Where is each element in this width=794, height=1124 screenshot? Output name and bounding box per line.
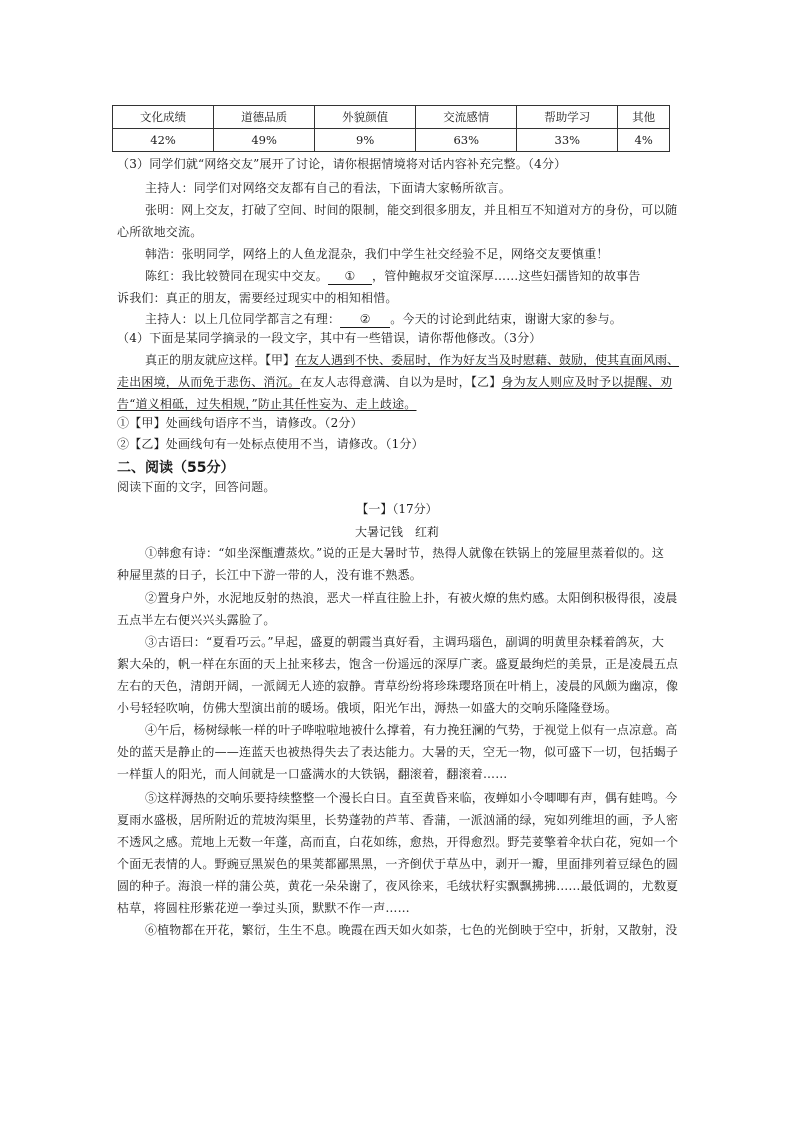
article-line: 夏雨水盛极，居所附近的荒坡沟渠里，长势蓬勃的芦苇、香蒲，一派汹涌的绿，宛如列维坦的画，予人密 [117, 813, 679, 827]
table-header-cell: 交流感情 [416, 106, 517, 129]
table-row [113, 106, 670, 129]
survey-table [112, 105, 670, 152]
table-header-cell: 帮助学习 [517, 106, 618, 129]
article-line: 一样蜇人的阳光，而人间就是一口盛满水的大铁锅，翻滚着，翻滚着…… [117, 767, 508, 781]
q4-passage-line-1 [145, 352, 679, 368]
article-line: 左右的天色，清朗开阔，一派阔无人迹的寂静。青草纷纷将珍珠璎珞顶在叶梢上，凌晨的风颇为幽凉，像 [117, 679, 679, 693]
article-line: 种屉里蒸的日子，长江中下游一带的人，没有谁不熟悉。 [117, 568, 423, 582]
q4-subquestion-2: ②【乙】处画线句有一处标点使用不当，请修改。（1分） [117, 437, 424, 451]
reading-instruction: 阅读下面的文字，回答问题。 [117, 480, 276, 494]
q4-passage-line-3 [117, 396, 416, 412]
table-cell: 33% [517, 129, 618, 152]
dialogue-hanhao: 韩浩：张明同学，网络上的人鱼龙混杂，我们中学生社交经验不足，网络交友要慎重！ [145, 247, 609, 261]
answer-blank-2[interactable]: ② [340, 311, 390, 328]
dialogue-text: 。今天的讨论到此结束，谢谢大家的参与。 [390, 312, 623, 326]
dialogue-text: 主持人：以上几位同学都言之有理： [145, 312, 341, 326]
article-line: ⑤这样溽热的交响乐要持续整整一个漫长白日。直至黄昏来临，夜蝉如小令唧唧有声，偶有蛙鸣。今 [145, 791, 678, 805]
dialogue-zhangming: 张明：网上交友，打破了空间、时间的限制，能交到很多朋友，并且相互不知道对方的身份，可以随 [145, 203, 678, 217]
dialogue-host-2 [145, 311, 622, 328]
section-2-heading: 二、阅读（55分） [117, 460, 235, 476]
passage-text: 真正的朋友就应这样。【甲】 [145, 353, 296, 367]
table-cell: 42% [113, 129, 214, 152]
passage-text: 在友人志得意满、自以为是时，【乙】 [300, 375, 502, 389]
article-line: 个面无表情的人。野豌豆黑炭色的果荚都鄙黑黑，一齐倒伏于草丛中，剥开一瓣，里面排列着豆绿色的圆 [117, 857, 679, 871]
table-header-cell: 道德品质 [214, 106, 315, 129]
table-header-cell: 外貌颜值 [315, 106, 416, 129]
q4-passage-line-2 [117, 374, 672, 390]
article-line: ④午后，杨树绿帐一样的叶子哗啦啦地被什么撑着，有力挽狂澜的气势，于视觉上似有一点凉意。高 [145, 723, 678, 737]
underlined-sentence-jia: 在友人遇到不快、委屈时，作为好友当及时慰藉、鼓励，使其直面风雨、 [295, 353, 680, 367]
article-line: 五点半左右便兴兴头露脸了。 [117, 613, 276, 627]
underlined-sentence-yi-cont: 告“道义相砥，过失相规，”防止其任性妄为、走上歧途。 [117, 397, 417, 411]
table-header-cell: 文化成绩 [113, 106, 214, 129]
reading-part-label: 【一】（17分） [356, 502, 438, 516]
article-line: 小号轻轻吹响，仿佛大型演出前的暖场。俄顷，阳光乍出，溽热一如盛大的交响乐隆隆登场。 [117, 701, 618, 715]
table-header-cell: 其他 [618, 106, 670, 129]
article-line: ③古语曰：“夏看巧云。”早起，盛夏的朝霞当真好看，主调玛瑙色，副调的明黄里杂糅着鸽灰，大 [145, 635, 665, 649]
dialogue-zhangming-cont: 心所欲地交流。 [117, 225, 203, 239]
article-line: 不透风之感。荒地上无数一年蓬，高而直，白花如练，愈热，开得愈烈。野芫荽擎着伞状白花，宛如一个 [117, 835, 679, 849]
article-title: 大暑记钱 红莉 [354, 525, 439, 539]
dialogue-host-1: 主持人：同学们对网络交友都有自己的看法，下面请大家畅所欲言。 [145, 181, 512, 195]
dialogue-chenhong-cont: 诉我们：真正的朋友，需要经过现实中的相知相惜。 [117, 291, 398, 305]
dialogue-chenhong [145, 268, 640, 285]
q4-subquestion-1: ①【甲】处画线句语序不当，请修改。（2分） [117, 416, 363, 430]
article-line: ①韩愈有诗：“如坐深甑遭蒸炊。”说的正是大暑时节，热得人就像在铁锅上的笼屉里蒸着似的。这 [145, 546, 665, 560]
table-cell: 9% [315, 129, 416, 152]
question-4-prompt: （4）下面是某同学摘录的一段文字，其中有一些错误，请你帮他修改。（3分） [117, 331, 542, 345]
article-line: 处的蓝天是静止的——连蓝天也被热得失去了表达能力。大暑的天，空无一物，似可盛下一切，包括蝎子 [117, 745, 679, 759]
article-line: ②置身户外，水泥地反射的热浪，恶犬一样直往脸上扑，有被火燎的焦灼感。太阳倒积极得很，凌晨 [145, 591, 678, 605]
underlined-sentence-jia-cont: 走出困境，从而免于悲伤、消沉。 [117, 375, 301, 389]
dialogue-text: ，管仲鲍叔牙交谊深厚……这些妇孺皆知的故事告 [372, 269, 641, 283]
underlined-sentence-yi: 身为友人则应及时予以提醒、劝 [501, 375, 673, 389]
table-cell: 49% [214, 129, 315, 152]
article-line: ⑥植物都在开花，繁衍，生生不息。晚霞在西天如火如荼，七色的光倒映于空中，折射，又散射，没 [145, 923, 678, 937]
answer-blank-1[interactable]: ① [328, 268, 372, 285]
article-line: 絮大朵的，帆一样在东面的天上扯来移去，饱含一份遥远的深厚广袤。盛夏最绚烂的美景，正是凌晨五点 [117, 657, 679, 671]
question-3-prompt: （3）同学们就“网络交友”展开了讨论，请你根据情境将对话内容补充完整。（4分） [117, 157, 567, 171]
table-cell: 63% [416, 129, 517, 152]
dialogue-text: 陈红：我比较赞同在现实中交友。 [145, 269, 329, 283]
table-cell: 4% [618, 129, 670, 152]
article-line: 圆的种子。海浪一样的蒲公英，黄花一朵朵谢了，夜风徐来，毛绒状籽实飘飘拂拂……最低调的，尤数夏 [117, 879, 679, 893]
article-line: 枯草，将圆柱形紫花逆一拳过头顶，默默不作一声…… [117, 901, 410, 915]
table-row [113, 129, 670, 152]
